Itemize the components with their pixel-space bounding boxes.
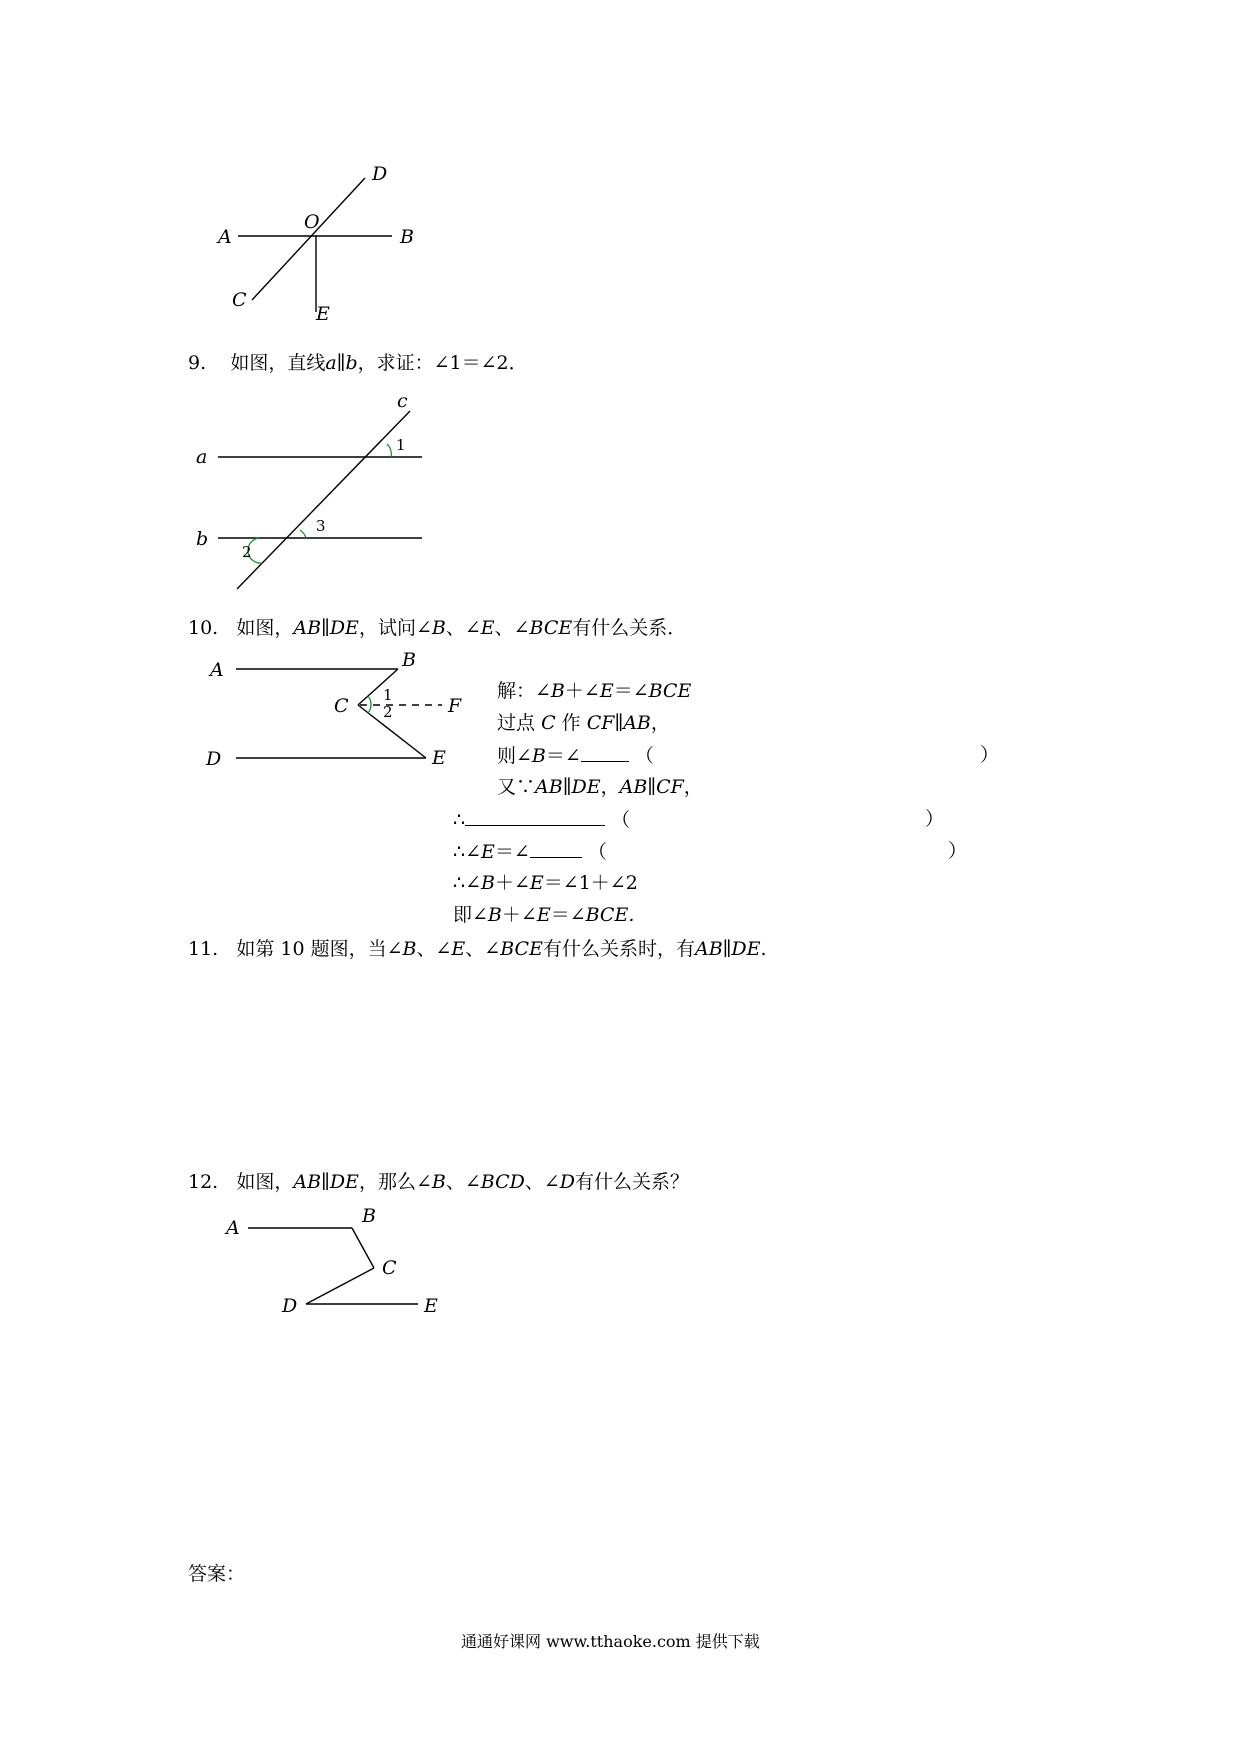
label-A: A [218, 226, 232, 248]
angle-b: B [481, 872, 495, 894]
angle-b: B [431, 1171, 446, 1193]
line-b: b [345, 352, 358, 374]
question-10 [188, 616, 686, 640]
text: ， [600, 776, 620, 798]
text: 即∠ [453, 904, 488, 926]
angle-e: E [599, 680, 614, 702]
question-text: 如图， [236, 617, 294, 639]
angle-bce: BCE [648, 680, 692, 702]
solution-line-5 [453, 807, 630, 832]
separator: 、∠ [524, 1171, 560, 1193]
label-D: D [206, 748, 222, 770]
label-C: C [232, 289, 247, 311]
text: 又∵ [497, 776, 536, 798]
question-text: 如第 10 题图，当∠ [236, 938, 403, 960]
answer-text: 答案： [188, 1563, 246, 1585]
angle-2-arc [368, 705, 371, 713]
label-A: A [210, 659, 224, 681]
reason-open: （ [634, 745, 654, 767]
ab-parallel-de: AB∥DE [293, 1171, 359, 1193]
label-2: 2 [242, 543, 252, 561]
label-1: 1 [396, 436, 406, 454]
angle-bce: BCE [529, 617, 573, 639]
question-9 [188, 351, 528, 375]
label-A: A [226, 1217, 240, 1239]
label-C: C [382, 1257, 397, 1279]
question-text: ，求证： [357, 352, 434, 374]
blank-statement[interactable] [465, 807, 605, 826]
angle-e: E [536, 904, 551, 926]
reason-close: ） [925, 808, 945, 830]
solution-line-6-close [948, 839, 967, 863]
solution-line-2 [497, 711, 670, 735]
angle-e: E [529, 872, 544, 894]
solution-line-8 [453, 903, 634, 927]
label-b: b [196, 528, 209, 550]
transversal-c [237, 411, 410, 589]
solution-line-6 [453, 839, 607, 864]
text: ＝∠ [494, 841, 530, 863]
label-B: B [400, 226, 414, 248]
label-1: 1 [383, 686, 393, 704]
angle-e: E [480, 617, 495, 639]
text: ＋∠ [501, 904, 537, 926]
label-E: E [424, 1295, 438, 1317]
equation: ∠1＝∠2． [433, 352, 528, 374]
separator: 、∠ [465, 938, 501, 960]
reason-close: ） [980, 744, 1000, 766]
text: ， [650, 712, 670, 734]
angle-bce: BCE. [585, 904, 635, 926]
angle-b: B [487, 904, 502, 926]
label-a: a [196, 446, 208, 468]
separator: 、∠ [494, 617, 530, 639]
text: ＋∠ [494, 872, 530, 894]
parallel-symbol: ∥ [336, 352, 346, 374]
angle-3-arc [300, 530, 306, 538]
solution-line-7 [453, 871, 638, 895]
angle-b: B [550, 680, 565, 702]
separator: 、∠ [445, 1171, 481, 1193]
text: ＝∠ [613, 680, 649, 702]
angle-1-arc [387, 444, 391, 457]
text: ， [683, 776, 703, 798]
question-number: 12. [188, 1171, 219, 1193]
question-text: 如图， [236, 1171, 294, 1193]
ab-parallel-de: AB∥DE [694, 938, 761, 960]
ab-parallel-cf: AB∥CF [619, 776, 684, 798]
question-text: 如图，直线 [230, 352, 326, 374]
text: 解：∠ [497, 680, 551, 702]
solution-line-1 [497, 679, 691, 703]
cf-parallel-ab: CF∥AB [586, 712, 651, 734]
solution-line-5-close [925, 807, 944, 831]
segment-cd [306, 1268, 374, 1304]
question-number: 9. [188, 352, 207, 374]
separator: 、∠ [416, 938, 452, 960]
label-C: C [334, 695, 349, 717]
reason-open: （ [611, 809, 631, 831]
solution-line-3 [497, 743, 654, 768]
question-12 [188, 1170, 689, 1194]
point-c: C [541, 712, 556, 734]
question-11 [188, 937, 767, 961]
line-a: a [325, 352, 337, 374]
text: ＝∠1＋∠2 [543, 872, 638, 894]
text: 则∠ [497, 745, 532, 767]
angle-b: B [531, 745, 546, 767]
text: ∴∠ [453, 841, 482, 863]
segment-bc [352, 1228, 374, 1268]
footer-text: 通通好课网 www.tthaoke.com 提供下载 [461, 1632, 760, 1651]
label-2: 2 [383, 703, 393, 721]
angle-b: B [402, 938, 417, 960]
angle-b: B [431, 617, 446, 639]
text: ＝∠ [545, 745, 581, 767]
angle-bce: BCE [500, 938, 543, 960]
text: ∴∠ [453, 872, 482, 894]
question-text: ，那么∠ [358, 1171, 432, 1193]
text: ∴ [453, 809, 466, 831]
label-c: c [397, 390, 408, 412]
label-D: D [282, 1295, 298, 1317]
ab-parallel-de: AB∥DE [535, 776, 601, 798]
text: ＋∠ [564, 680, 600, 702]
label-E: E [316, 303, 330, 325]
angle-bcd: BCD [480, 1171, 525, 1193]
question-text: 有什么关系时，有 [542, 938, 695, 960]
text: ＝∠ [550, 904, 586, 926]
question-number: 11. [188, 938, 219, 960]
question-number: 10. [188, 617, 219, 639]
question-text: 有什么关系？ [575, 1171, 690, 1193]
reason-close: ） [948, 840, 968, 862]
answer-label [188, 1562, 245, 1586]
question-text: ，试问∠ [358, 617, 432, 639]
footer [461, 1630, 760, 1654]
label-O: O [304, 211, 320, 233]
figure-9 [190, 390, 440, 595]
label-B: B [402, 649, 416, 671]
ab-parallel-de: AB∥DE [293, 617, 359, 639]
question-text: 有什么关系． [572, 617, 687, 639]
label-F: F [448, 695, 462, 717]
angle-1-arc [368, 696, 371, 705]
label-B: B [362, 1205, 376, 1227]
blank-angle[interactable] [530, 839, 582, 858]
blank-angle[interactable] [581, 743, 629, 762]
label-3: 3 [316, 517, 326, 535]
angle-d: D [559, 1171, 575, 1193]
label-E: E [432, 747, 446, 769]
label-D: D [372, 163, 388, 185]
reason-open: （ [587, 841, 607, 863]
figure-8 [190, 160, 430, 340]
figure-12 [210, 1200, 450, 1330]
angle-e: E [481, 841, 495, 863]
angle-e: E [451, 938, 466, 960]
solution-line-3-close [980, 743, 999, 767]
separator: 、∠ [445, 617, 481, 639]
line-cd [252, 178, 365, 300]
question-text: . [760, 938, 767, 960]
solution-line-4 [497, 775, 703, 799]
text: 作 [561, 712, 581, 734]
text: 过点 [497, 712, 536, 734]
figure-10 [200, 650, 480, 780]
